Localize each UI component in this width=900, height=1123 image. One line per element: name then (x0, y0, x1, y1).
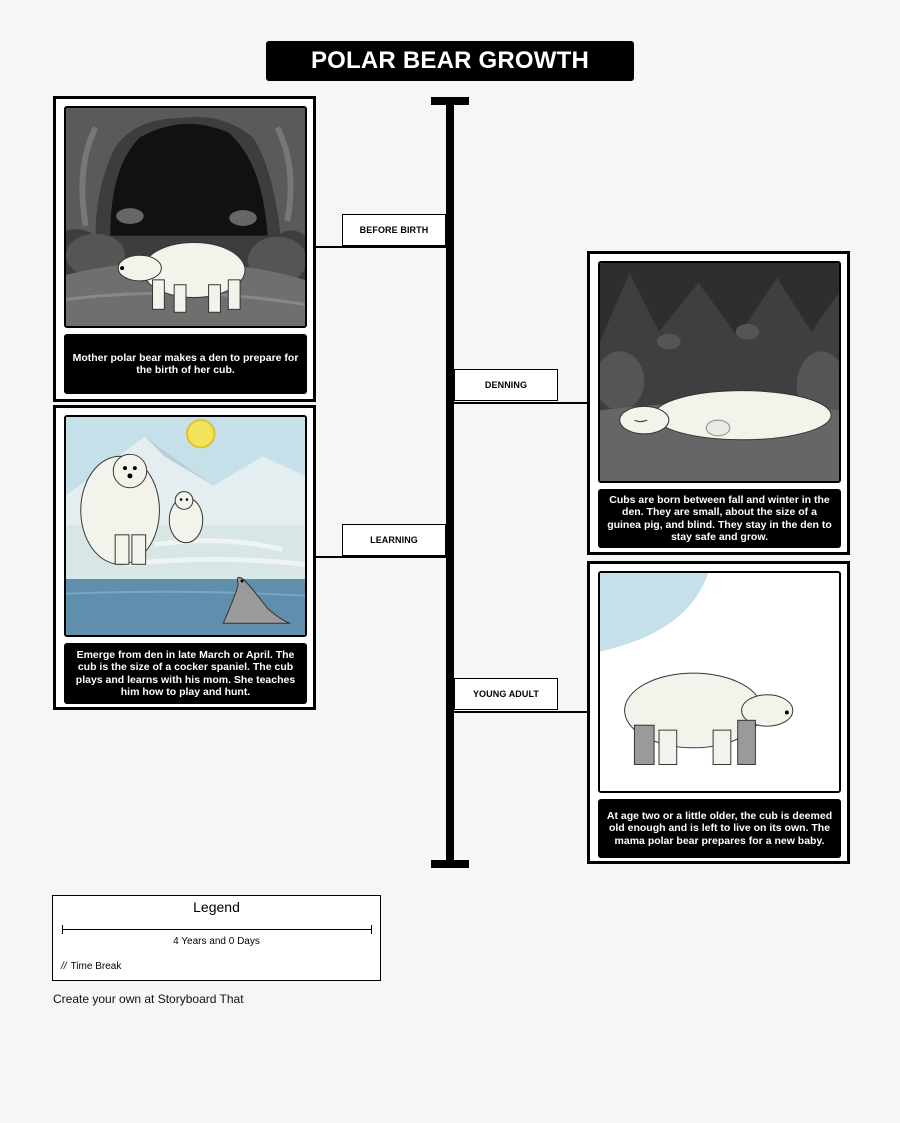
event-card-young-adult (587, 561, 850, 864)
legend-tick-end (371, 925, 372, 934)
timeline-top-cap (431, 97, 469, 105)
event-caption-denning: Cubs are born between fall and winter in the den. They are small, about the size of a guinea pig, and blind. They stay in the den to stay safe and grow. (598, 489, 841, 548)
event-label-before-birth: BEFORE BIRTH (342, 214, 446, 246)
event-card-before-birth (53, 96, 316, 402)
event-caption-before-birth: Mother polar bear makes a den to prepare for the birth of her cub. (64, 334, 307, 394)
legend-duration-rule (62, 929, 372, 930)
legend-time-break (61, 961, 121, 972)
timeline-bottom-cap (431, 860, 469, 868)
connector-before-birth (316, 246, 448, 248)
event-card-denning (587, 251, 850, 555)
event-caption-learning: Emerge from den in late March or April. The cub is the size of a cocker spaniel. The cub plays and learns with his mom. She teaches him how to play and hunt. (64, 643, 307, 704)
event-caption-young-adult: At age two or a little older, the cub is deemed old enough and is left to live on its own. The mama polar bear prepares for a new baby. (598, 799, 841, 858)
den-sleeping-bear-illustration (598, 261, 841, 483)
connector-denning (452, 402, 588, 404)
time-break-icon: // (61, 961, 67, 972)
legend-duration: 4 Years and 0 Days (173, 936, 260, 947)
legend-tick-start (62, 925, 63, 934)
cave-mother-bear-illustration (64, 106, 307, 328)
footer-credit[interactable]: Create your own at Storyboard That (53, 992, 244, 1006)
legend-title: Legend (193, 899, 240, 915)
arctic-bears-seal-illustration (64, 415, 307, 637)
event-card-learning (53, 405, 316, 710)
walking-young-bear-illustration (598, 571, 841, 793)
connector-young-adult (452, 711, 588, 713)
page-title: POLAR BEAR GROWTH (266, 41, 634, 81)
legend (52, 895, 381, 981)
time-break-label: Time Break (70, 961, 122, 972)
timeline-spine (446, 99, 454, 867)
event-label-learning: LEARNING (342, 524, 446, 556)
event-label-young-adult: YOUNG ADULT (454, 678, 558, 710)
event-label-denning: DENNING (454, 369, 558, 401)
connector-learning (316, 556, 448, 558)
